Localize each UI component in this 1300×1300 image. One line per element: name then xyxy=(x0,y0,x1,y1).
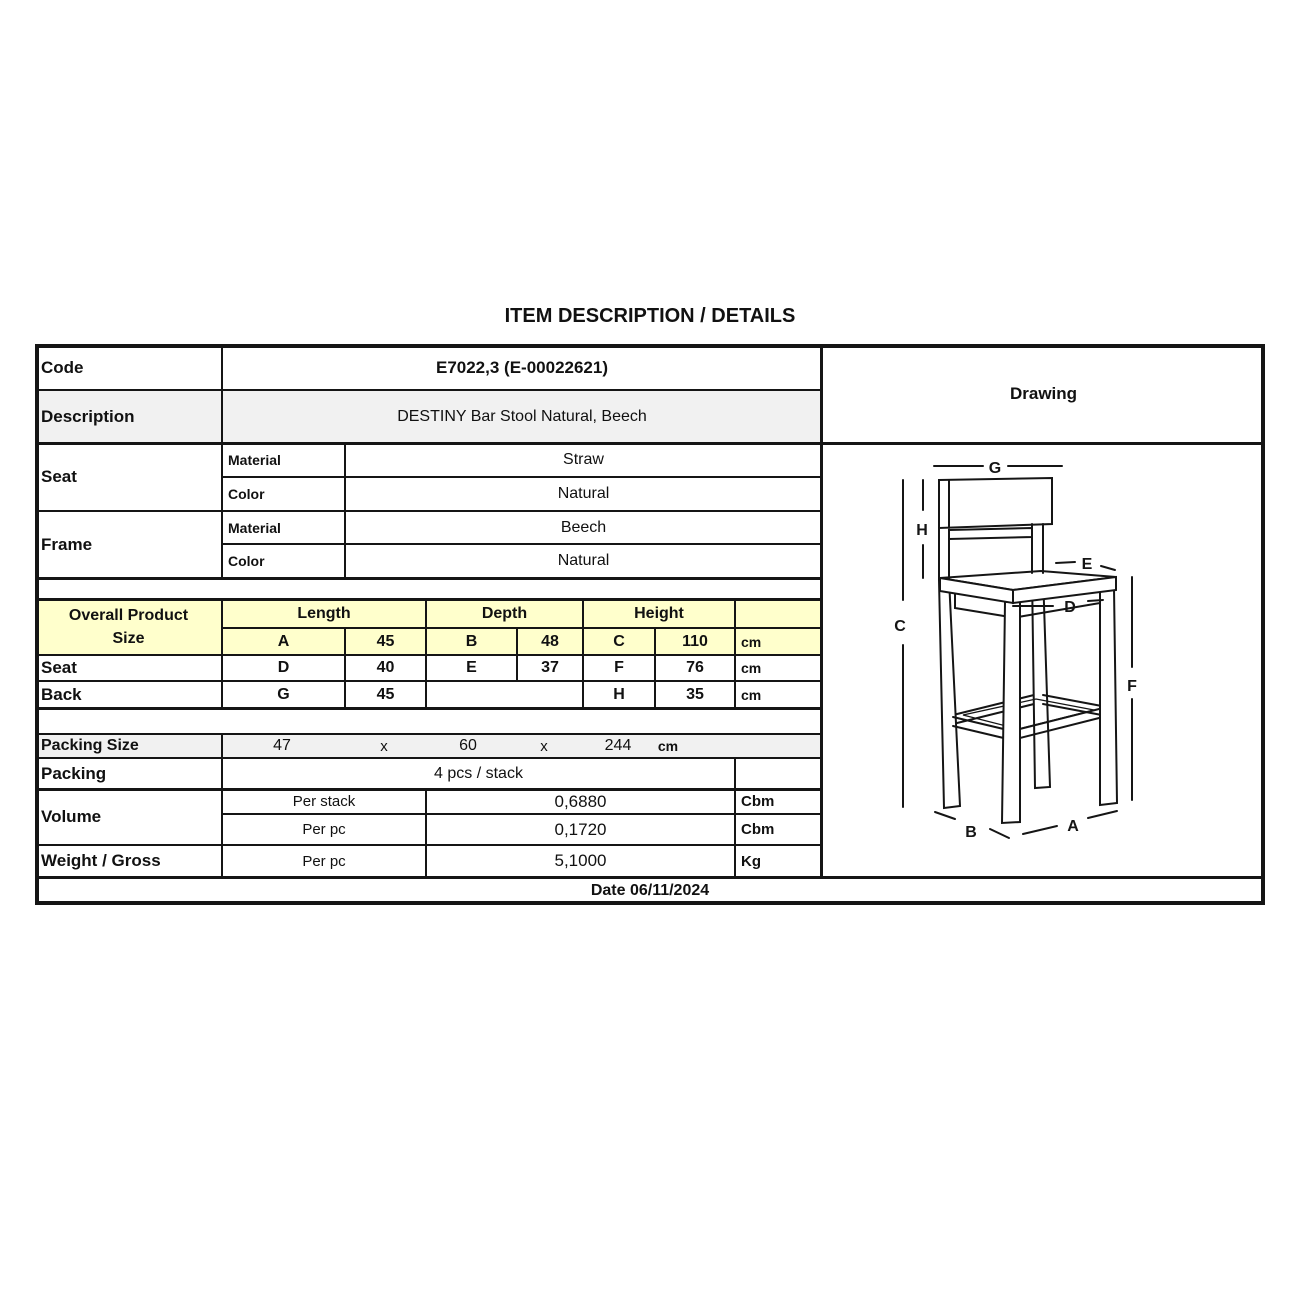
grid-line xyxy=(35,577,822,580)
overall-size-label-line1: Overall Product xyxy=(68,606,189,624)
volume-per-pc-value: 0,1720 xyxy=(554,819,607,839)
grid-line xyxy=(221,733,223,877)
overall-unit: cm xyxy=(741,633,762,650)
weight-value: 5,1000 xyxy=(554,851,607,870)
packing-size-x2: x xyxy=(540,737,548,755)
grid-line xyxy=(221,344,223,578)
packing-size-unit: cm xyxy=(657,738,679,754)
page-title: ITEM DESCRIPTION / DETAILS xyxy=(504,304,796,327)
grid-line xyxy=(222,476,822,478)
dim-line-f xyxy=(1127,577,1137,800)
packing-label: Packing xyxy=(41,763,107,783)
seat-size-label: Seat xyxy=(41,658,77,677)
dim-label-g: G xyxy=(988,460,1002,477)
dim-label-e: E xyxy=(1081,556,1093,573)
grid-line xyxy=(35,344,1265,348)
grid-line xyxy=(222,813,822,815)
dim-e-key: E xyxy=(466,659,477,676)
dim-line-h xyxy=(916,480,928,578)
dim-e-value: 37 xyxy=(541,659,559,676)
seat-color-label: Color xyxy=(228,486,265,502)
dim-line-b xyxy=(935,812,1009,841)
weight-per-pc-label: Per pc xyxy=(302,852,346,870)
grid-line xyxy=(35,510,822,512)
back-row-unit: cm xyxy=(741,686,762,703)
grid-line xyxy=(654,627,656,708)
seat-row-unit: cm xyxy=(741,660,762,676)
dim-g-key: G xyxy=(277,685,290,703)
dim-g-value: 45 xyxy=(376,685,395,703)
packing-size-x1: x xyxy=(380,737,388,755)
length-header: Length xyxy=(297,604,351,622)
dim-line-e xyxy=(1056,556,1115,573)
description-label: Description xyxy=(41,406,135,426)
grid-line xyxy=(35,654,822,656)
grid-line xyxy=(344,627,346,708)
dim-h-key: H xyxy=(613,685,625,703)
overall-size-label-line2: Size xyxy=(112,630,145,647)
rear-left-leg xyxy=(939,579,960,808)
grid-line xyxy=(35,598,822,601)
dim-label-c: C xyxy=(894,618,906,635)
dim-label-b: B xyxy=(965,824,977,841)
grid-line xyxy=(222,627,822,629)
seat-material-label: Material xyxy=(228,452,281,468)
grid-line xyxy=(35,389,822,391)
frame-color-label: Color xyxy=(228,553,265,569)
grid-line xyxy=(35,788,822,791)
back-size-label: Back xyxy=(41,684,82,704)
seat-material-value: Straw xyxy=(563,451,604,468)
dim-f-value: 76 xyxy=(686,659,704,676)
grid-line xyxy=(35,733,822,735)
code-label: Code xyxy=(41,357,84,377)
dim-d-key: D xyxy=(277,659,290,676)
grid-line xyxy=(344,442,346,578)
dim-line-g xyxy=(934,460,1062,477)
packing-value: 4 pcs / stack xyxy=(434,764,523,782)
footrest-right-bar xyxy=(1043,695,1107,716)
frame-section-label: Frame xyxy=(41,534,93,554)
date-line: Date 06/11/2024 xyxy=(590,881,710,899)
grid-line xyxy=(734,757,736,877)
frame-material-label: Material xyxy=(228,519,281,536)
volume-per-pc-label: Per pc xyxy=(302,821,346,838)
grid-line xyxy=(734,598,736,708)
dim-f-key: F xyxy=(614,659,624,676)
drawing-title: Drawing xyxy=(1009,384,1078,403)
dim-label-h: H xyxy=(916,522,928,539)
packing-size-values xyxy=(222,734,822,758)
dim-label-a: A xyxy=(1067,818,1079,835)
packing-size-label: Packing Size xyxy=(41,737,139,754)
seat-color-value: Natural xyxy=(557,485,610,502)
volume-per-stack-value: 0,6880 xyxy=(554,791,607,811)
packing-size-width: 47 xyxy=(273,737,291,754)
dim-d-value: 40 xyxy=(376,659,395,676)
dim-h-value: 35 xyxy=(686,685,704,703)
dim-c-value: 110 xyxy=(682,632,708,650)
dim-a-value: 45 xyxy=(376,632,395,650)
stool-drawing xyxy=(822,443,1265,877)
grid-line xyxy=(516,627,518,681)
volume-per-stack-unit: Cbm xyxy=(741,793,775,810)
dim-label-f: F xyxy=(1127,678,1137,695)
dim-b-value: 48 xyxy=(541,632,559,650)
volume-per-stack-label: Per stack xyxy=(292,793,356,810)
grid-line xyxy=(35,707,822,710)
dim-c-key: C xyxy=(613,632,625,650)
overall-size-label xyxy=(35,599,222,655)
grid-line xyxy=(35,344,39,905)
weight-label: Weight / Gross xyxy=(41,851,161,870)
seat-section-label: Seat xyxy=(41,467,77,486)
dim-line-a xyxy=(1023,811,1117,835)
back-left-post xyxy=(939,528,949,580)
grid-line xyxy=(35,757,822,759)
footrest-back-bar xyxy=(949,694,1038,725)
footrest-front-bar xyxy=(1012,707,1107,740)
grid-line xyxy=(222,543,822,545)
weight-unit: Kg xyxy=(741,852,761,870)
frame-material-value: Beech xyxy=(560,518,607,536)
front-right-leg xyxy=(1100,588,1117,805)
grid-line xyxy=(35,901,1265,905)
grid-line xyxy=(35,844,822,846)
backrest-rail xyxy=(949,528,1032,539)
depth-header: Depth xyxy=(481,604,528,622)
backrest-panel xyxy=(939,478,1052,528)
grid-line xyxy=(425,598,427,708)
dim-a-key: A xyxy=(277,632,290,650)
dim-label-d: D xyxy=(1064,599,1076,616)
dim-line-c xyxy=(894,480,906,807)
dim-b-key: B xyxy=(465,632,478,650)
grid-line xyxy=(221,598,223,708)
grid-line xyxy=(35,680,822,682)
code-value: E7022,3 (E-00022621) xyxy=(435,357,609,377)
back-right-post xyxy=(1032,524,1043,573)
frame-color-value: Natural xyxy=(557,552,610,569)
volume-label: Volume xyxy=(41,807,102,826)
front-left-leg xyxy=(1002,601,1020,823)
packing-size-height: 244 xyxy=(604,737,632,754)
volume-per-pc-unit: Cbm xyxy=(741,821,775,838)
grid-line xyxy=(425,788,427,877)
height-header: Height xyxy=(634,604,684,622)
packing-size-depth: 60 xyxy=(459,737,477,754)
grid-line xyxy=(582,598,584,708)
description-value: DESTINY Bar Stool Natural, Beech xyxy=(397,407,647,425)
